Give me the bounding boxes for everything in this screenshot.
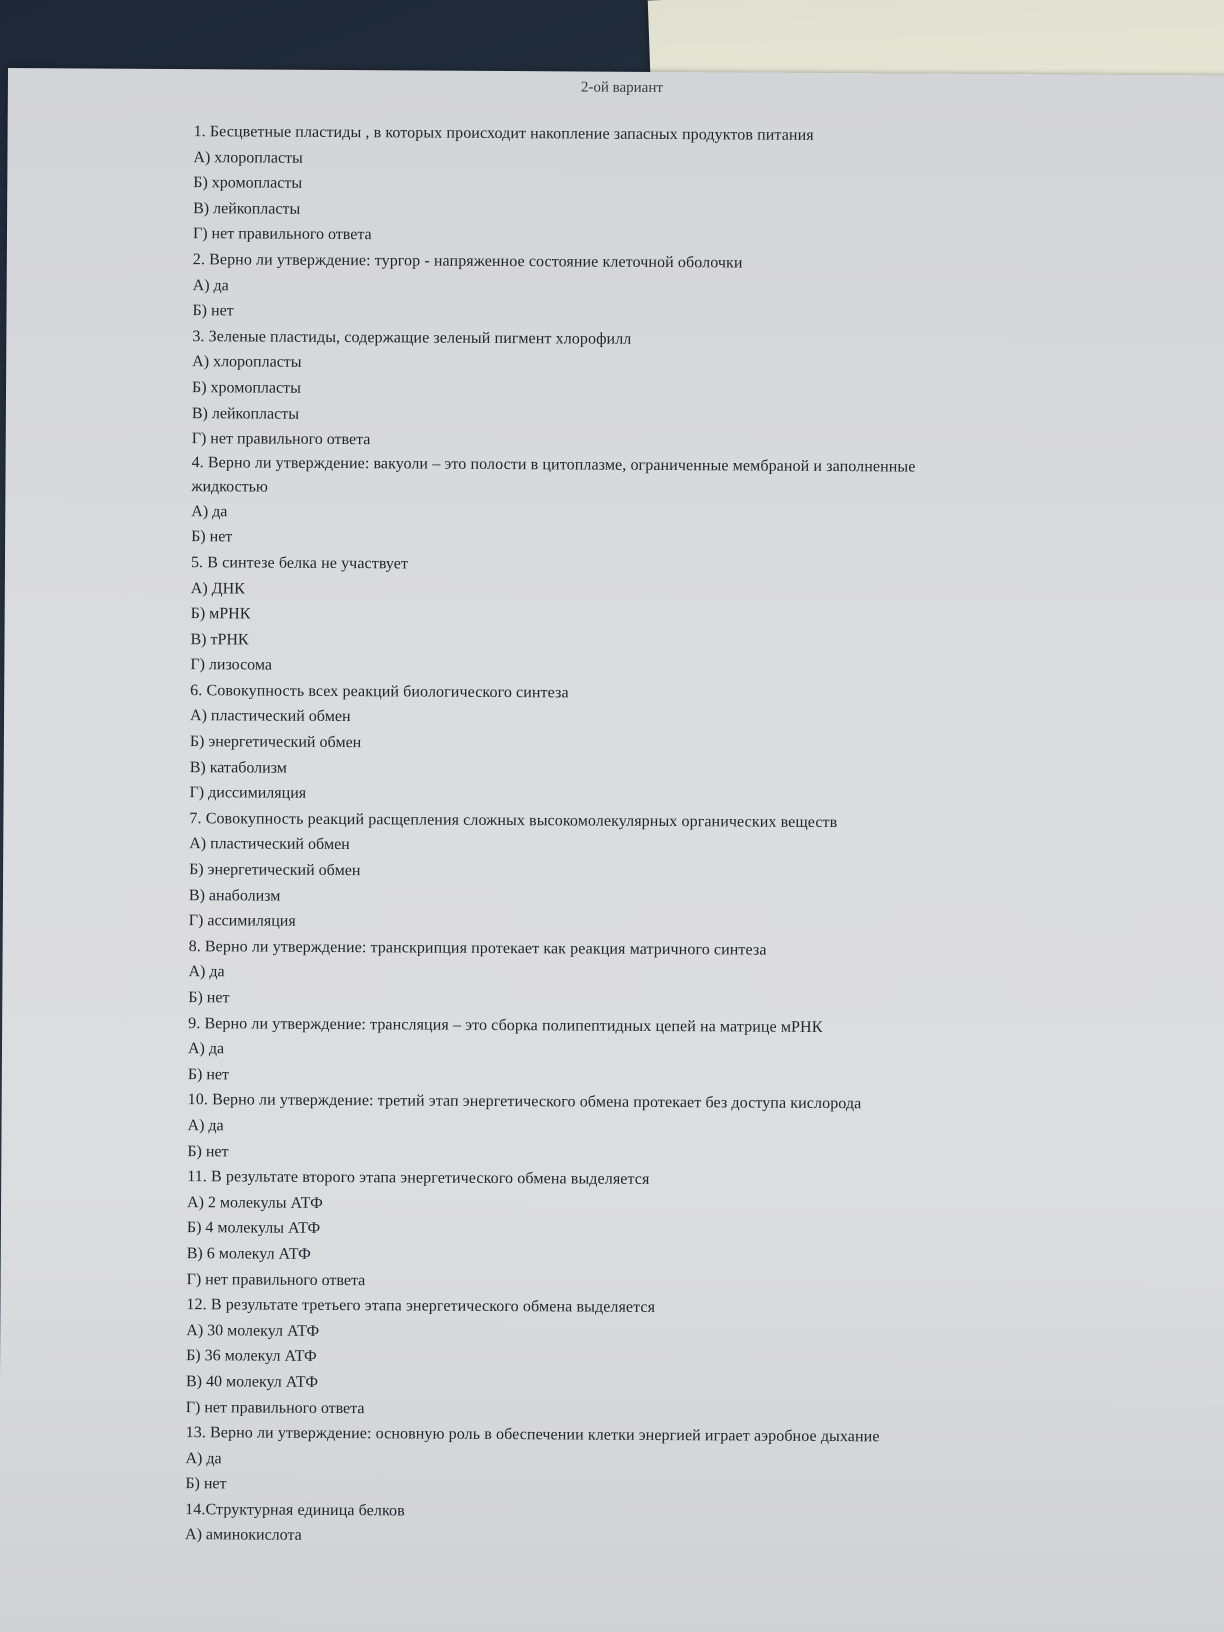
- answer-option: А) ДНК: [190, 579, 245, 597]
- answer-option: Б) нет: [192, 302, 234, 320]
- question-text: 2. Верно ли утверждение: тургор - напряженное состояние клеточной оболочки: [192, 251, 743, 272]
- answer-option: А) 2 молекулы АТФ: [187, 1193, 323, 1212]
- answer-option: В) 40 молекул АТФ: [185, 1373, 319, 1391]
- question-list: [185, 119, 1124, 1554]
- question-3: [192, 324, 1123, 458]
- question-text: 8. Верно ли утверждение: транскрипция протекает как реакция матричного синтеза: [188, 937, 767, 959]
- question-6: [189, 678, 1120, 812]
- variant-heading: 2-ой вариант: [580, 79, 663, 97]
- answer-option: Б) нет: [187, 1142, 229, 1160]
- answer-option: А) да: [188, 963, 225, 981]
- answer-option: В) лейкопласты: [191, 404, 300, 423]
- question-12: [186, 1292, 1117, 1426]
- answer-option: Б) хромопласты: [191, 379, 301, 397]
- question-text: 12. В результате третьего этапа энергетического обмена выделяется: [186, 1296, 656, 1317]
- question-1: [193, 119, 1124, 253]
- answer-option: В) катаболизм: [189, 758, 287, 777]
- question-text: 14.Структурная единица белков: [185, 1500, 405, 1520]
- question-text: 4. Верно ли утверждение: вакуоли – это полости в цитоплазме, ограниченные мембраной и заполненные: [191, 453, 916, 476]
- question-10: [187, 1087, 1117, 1169]
- answer-option: А) да: [191, 502, 228, 521]
- question-text: 11. В результате второго этапа энергетического обмена выделяется: [187, 1168, 650, 1189]
- answer-option: А) да: [192, 276, 229, 294]
- answer-option: Б) хромопласты: [193, 174, 303, 192]
- question-14: [185, 1497, 1115, 1554]
- test-sheet: [0, 68, 1224, 1632]
- answer-option: Г) нет правильного ответа: [192, 225, 372, 244]
- answer-option: А) да: [185, 1449, 222, 1468]
- answer-option: Г) нет правильного ответа: [185, 1398, 365, 1417]
- answer-option: Г) нет правильного ответа: [191, 430, 371, 449]
- answer-option: А) хлоропласты: [193, 148, 303, 167]
- answer-option: Б) нет: [185, 1475, 227, 1493]
- answer-option: Б) 36 молекул АТФ: [186, 1347, 317, 1366]
- answer-option: Б) энергетический обмен: [189, 733, 362, 752]
- answer-option: Г) ассимиляция: [188, 912, 296, 930]
- question-5: [190, 550, 1121, 684]
- answer-option: А) хлоропласты: [192, 353, 302, 372]
- question-11: [187, 1164, 1118, 1298]
- question-13: [185, 1420, 1115, 1502]
- answer-option: А) да: [187, 1040, 225, 1058]
- answer-option: Г) диссимиляция: [189, 784, 307, 803]
- answer-option: В) тРНК: [190, 630, 249, 649]
- answer-option: А) пластический обмен: [189, 707, 351, 726]
- question-text: 6. Совокупность всех реакций биологического синтеза: [190, 681, 569, 702]
- answer-option: А) пластический обмен: [189, 835, 350, 854]
- answer-option: Б) энергетический обмен: [189, 861, 361, 880]
- question-text-continuation: жидкостью: [191, 477, 268, 496]
- question-text: 7. Совокупность реакций расщепления сложных высокомолекулярных органических веществ: [189, 809, 838, 831]
- question-text: 5. В синтезе белка не участвует: [190, 554, 409, 573]
- answer-option: Б) мРНК: [190, 605, 251, 623]
- question-text: 3. Зеленые пластиды, содержащие зеленый пигмент хлорофилл: [192, 327, 632, 348]
- answer-option: А) аминокислота: [184, 1526, 302, 1545]
- question-text: 10. Верно ли утверждение: третий этап энергетического обмена протекает без доступа кислорода: [187, 1091, 862, 1113]
- question-4: [191, 452, 1122, 556]
- answer-option: А) 30 молекул АТФ: [186, 1321, 320, 1340]
- question-9: [188, 1011, 1118, 1093]
- question-text: 9. Верно ли утверждение: трансляция – это сборка полипептидных цепей на матрице мРНК: [188, 1014, 823, 1036]
- question-8: [188, 934, 1118, 1016]
- question-2: [192, 247, 1122, 329]
- answer-option: Б) нет: [188, 989, 230, 1007]
- answer-option: В) лейкопласты: [193, 199, 301, 218]
- answer-option: Б) нет: [187, 1065, 230, 1084]
- question-text: 1. Бесцветные пластиды , в которых происходит накопление запасных продуктов питания: [193, 123, 814, 144]
- answer-option: В) анаболизм: [188, 886, 281, 905]
- answer-option: А) да: [187, 1117, 224, 1135]
- question-text: 13. Верно ли утверждение: основную роль в обеспечении клетки энергией играет аэробное дыхание: [185, 1424, 880, 1446]
- answer-option: Г) нет правильного ответа: [186, 1270, 366, 1289]
- answer-option: Г) лизосома: [190, 656, 273, 674]
- question-7: [189, 806, 1120, 940]
- answer-option: Б) 4 молекулы АТФ: [186, 1219, 321, 1238]
- answer-option: В) 6 молекул АТФ: [186, 1245, 311, 1263]
- answer-option: Б) нет: [191, 528, 233, 546]
